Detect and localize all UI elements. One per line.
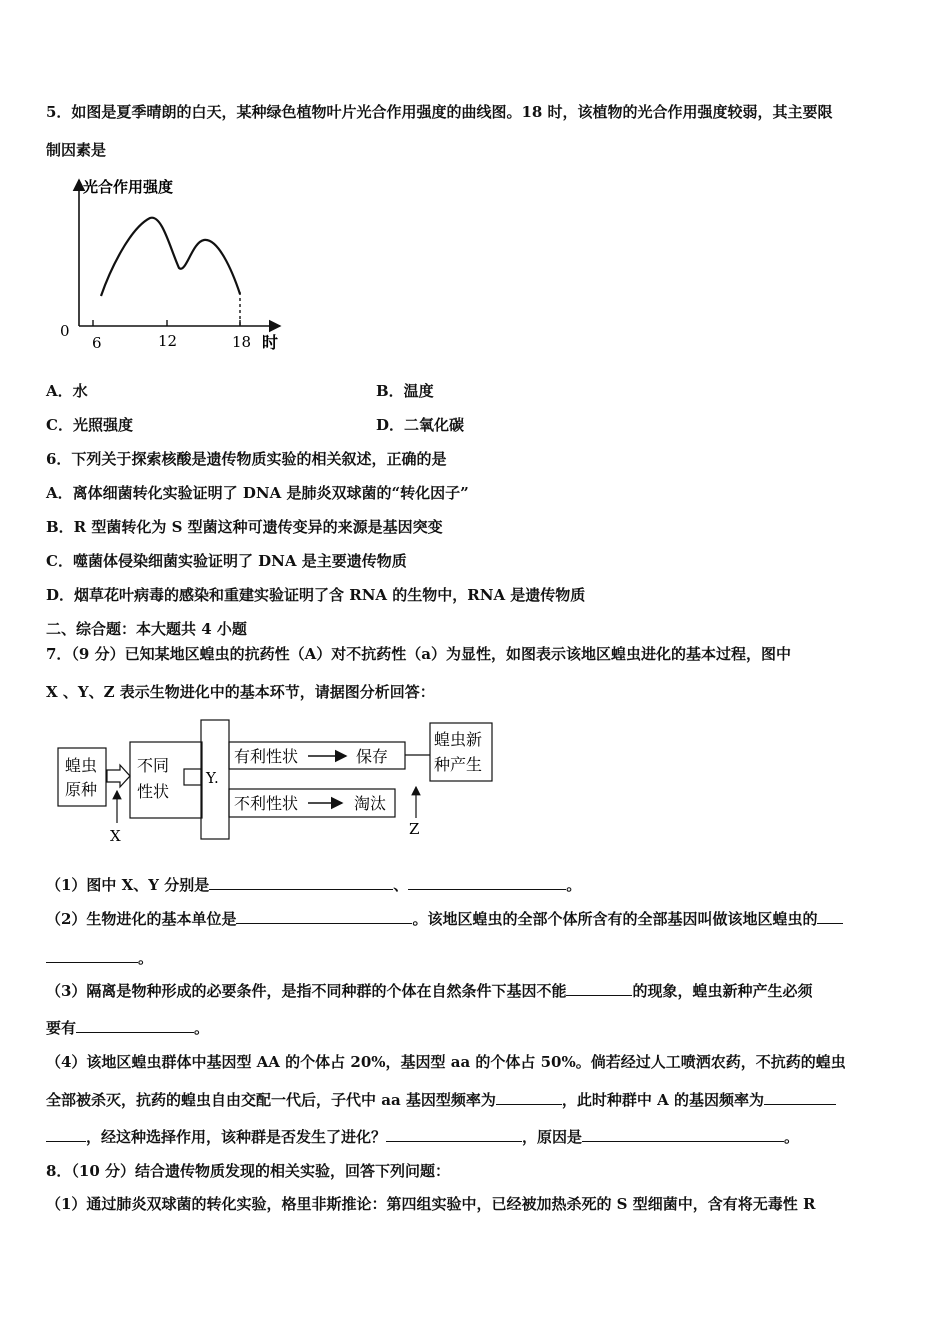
photosynthesis-curve <box>101 218 240 296</box>
answer-blank-a-frequency[interactable] <box>764 1090 836 1105</box>
y-label: Y. <box>206 769 219 787</box>
different-traits-box <box>130 742 202 818</box>
q6-option-d: D．烟草花叶病毒的感染和重建实验证明了含 RNA 的生物中，RNA 是遗传物质 <box>46 586 586 604</box>
y-axis-label: 光合作用强度 <box>83 178 174 196</box>
q5-stem-line2: 制因素是 <box>46 141 107 159</box>
new-species-label-1: 蝗虫新 <box>434 730 483 749</box>
q7-stem-line2: X 、Y、Z 表示生物进化中的基本环节，请据图分析回答： <box>46 683 435 701</box>
q6-stem: 6．下列关于探索核酸是遗传物质实验的相关叙述，正确的是 <box>46 450 447 468</box>
answer-blank-aa-frequency[interactable] <box>496 1090 562 1105</box>
q5-option-c: C．光照强度 <box>46 416 133 434</box>
origin-label: 0 <box>60 322 70 340</box>
unfavorable-label: 不利性状 <box>234 794 299 813</box>
original-species-label-2: 原种 <box>65 780 98 799</box>
q7-part4-line1: （4）该地区蝗虫群体中基因型 AA 的个体占 20%，基因型 aa 的个体占 50%。倘若经过人工喷洒农药，不抗药的蝗虫 <box>46 1053 846 1071</box>
answer-blank-isolation[interactable] <box>76 1018 194 1033</box>
q5-option-a: A．水 <box>46 382 88 400</box>
q8-stem: 8．（10 分）结合遗传物质发现的相关实验，回答下列问题： <box>46 1162 451 1180</box>
x-tick-12: 12 <box>158 332 178 350</box>
favorable-label: 有利性状 <box>234 747 299 766</box>
keep-label: 保存 <box>356 747 389 766</box>
q7-part3: （3）隔离是物种形成的必要条件，是指不同种群的个体在自然条件下基因不能 的现象，蝗虫新种产生必须 <box>46 982 813 1000</box>
eliminate-label: 淘汰 <box>354 794 387 813</box>
q7-part4-line3: ，经这种选择作用，该种群是否发生了进化？ ，原因是 。 <box>46 1127 910 1147</box>
x-tick-6: 6 <box>92 334 102 352</box>
answer-blank-gene-exchange[interactable] <box>566 981 632 996</box>
x-tick-18: 18 <box>232 333 252 351</box>
q7-stem-line1: 7．（9 分）已知某地区蝗虫的抗药性（A）对不抗药性（a）为显性，如图表示该地区蝗虫进化的基本过程，图中 <box>46 645 791 663</box>
answer-blank-evolved[interactable] <box>386 1127 522 1142</box>
hollow-arrow <box>107 765 130 787</box>
answer-blank-a-frequency-cont[interactable] <box>46 1127 86 1142</box>
answer-blank-unit[interactable] <box>236 909 412 924</box>
new-species-label-2: 种产生 <box>434 755 483 774</box>
q7-part2: （2）生物进化的基本单位是 。该地区蝗虫的全部个体所含有的全部基因叫做该地区蝗虫的 <box>46 909 910 929</box>
evolution-diagram <box>50 715 510 845</box>
q5-stem-line1: 5．如图是夏季晴朗的白天，某种绿色植物叶片光合作用强度的曲线图。18 时，该植物的光合作用强度较弱，其主要限 <box>46 103 833 121</box>
q7-part4-line2: 全部被杀灭，抗药的蝗虫自由交配一代后，子代中 aa 基因型频率为 ，此时种群中 A 的基因频率为 <box>46 1090 910 1110</box>
q8-part1: （1）通过肺炎双球菌的转化实验，格里非斯推论：第四组实验中，已经被加热杀死的 S 型细菌中，含有将无毒性 R <box>46 1195 816 1213</box>
answer-blank-reason[interactable] <box>582 1127 784 1142</box>
q6-option-b: B．R 型菌转化为 S 型菌这种可遗传变异的来源是基因突变 <box>46 518 443 536</box>
q5-option-d: D．二氧化碳 <box>376 416 465 434</box>
different-traits-label-2: 性状 <box>137 782 170 801</box>
z-label: Z <box>409 820 420 838</box>
original-species-label-1: 蝗虫 <box>65 756 98 775</box>
photosynthesis-chart <box>50 170 300 360</box>
q6-option-a: A．离体细菌转化实验证明了 DNA 是肺炎双球菌的“转化因子” <box>46 484 469 502</box>
q5-option-b: B．温度 <box>376 382 434 400</box>
answer-blank-gene-pool-cont[interactable] <box>46 948 138 963</box>
x-unit-label: 时 <box>262 333 279 352</box>
q7-part2-cont: 。 <box>46 948 910 968</box>
q6-option-c: C．噬菌体侵染细菌实验证明了 DNA 是主要遗传物质 <box>46 552 407 570</box>
answer-blank-x[interactable] <box>209 875 393 890</box>
section-heading: 二、综合题：本大题共 4 小题 <box>46 620 247 638</box>
q7-part1: （1）图中 X、Y 分别是 、 。 <box>46 876 582 894</box>
q7-part3-cont: 要有 。 <box>46 1019 210 1037</box>
answer-blank-gene-pool[interactable] <box>817 909 843 924</box>
different-traits-label-1: 不同 <box>137 756 170 775</box>
x-label: X <box>110 827 121 845</box>
answer-blank-y[interactable] <box>408 875 566 890</box>
